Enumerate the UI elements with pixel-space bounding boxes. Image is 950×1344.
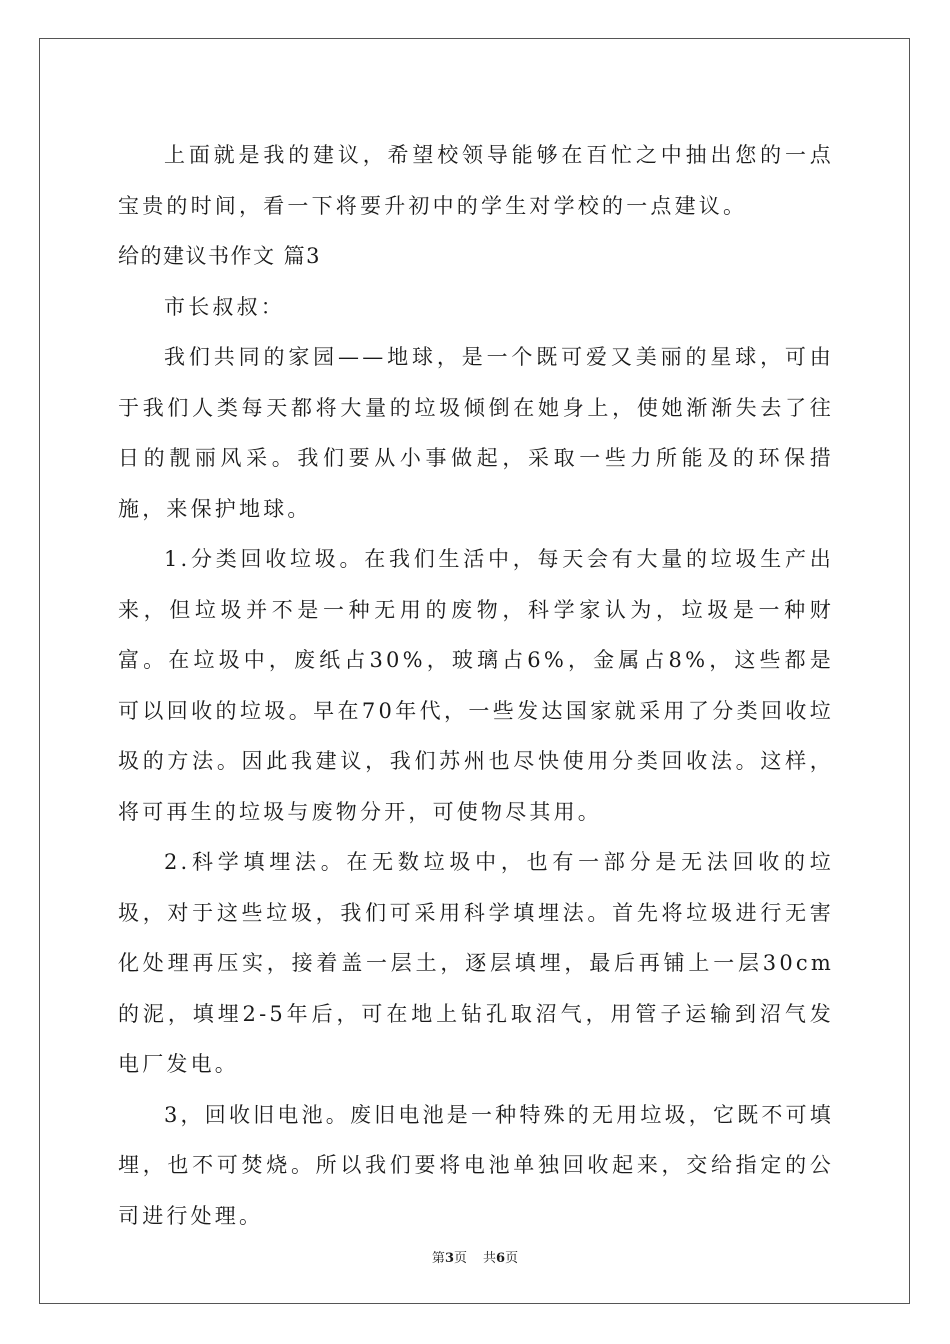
document-body: [118, 130, 834, 1241]
paragraph-point-1: 1.分类回收垃圾。在我们生活中，每天会有大量的垃圾生产出来，但垃圾并不是一种无用的废物，科学家认为，垃圾是一种财富。在垃圾中，废纸占30%，玻璃占6%，金属占8%，这些都是可以回收的垃圾。早在70年代，一些发达国家就采用了分类回收垃圾的方法。因此我建议，我们苏州也尽快使用分类回收法。这样，将可再生的垃圾与废物分开，可使物尽其用。: [118, 547, 834, 824]
section-heading: 给的建议书作文 篇3: [118, 244, 322, 268]
paragraph-closing: 上面就是我的建议，希望校领导能够在百忙之中抽出您的一点宝贵的时间，看一下将要升初中的学生对学校的一点建议。: [118, 143, 834, 218]
page-prefix: 第: [431, 1251, 445, 1266]
total-prefix: 共: [483, 1251, 497, 1266]
paragraph-point-3: 3，回收旧电池。废旧电池是一种特殊的无用垃圾，它既不可填埋，也不可焚烧。所以我们要将电池单独回收起来，交给指定的公司进行处理。: [118, 1102, 834, 1228]
page-suffix: 页: [453, 1251, 467, 1266]
page-total: 6: [496, 1251, 506, 1266]
total-suffix: 页: [505, 1251, 519, 1266]
paragraph-intro: 我们共同的家园——地球，是一个既可爱又美丽的星球，可由于我们人类每天都将大量的垃圾倾倒在她身上，使她渐渐失去了往日的靓丽风采。我们要从小事做起，采取一些力所能及的环保措施，来保护地球。: [118, 345, 834, 521]
salutation: 市长叔叔：: [164, 294, 285, 319]
paragraph-point-2: 2.科学填埋法。在无数垃圾中，也有一部分是无法回收的垃圾，对于这些垃圾，我们可采用科学填埋法。首先将垃圾进行无害化处理再压实，接着盖一层土，逐层填埋，最后再铺上一层30cm的泥，填埋2-5年后，可在地上钻孔取沼气，用管子运输到沼气发电厂发电。: [118, 850, 834, 1076]
page-current: 3: [444, 1251, 454, 1266]
page-footer: [0, 1247, 950, 1266]
